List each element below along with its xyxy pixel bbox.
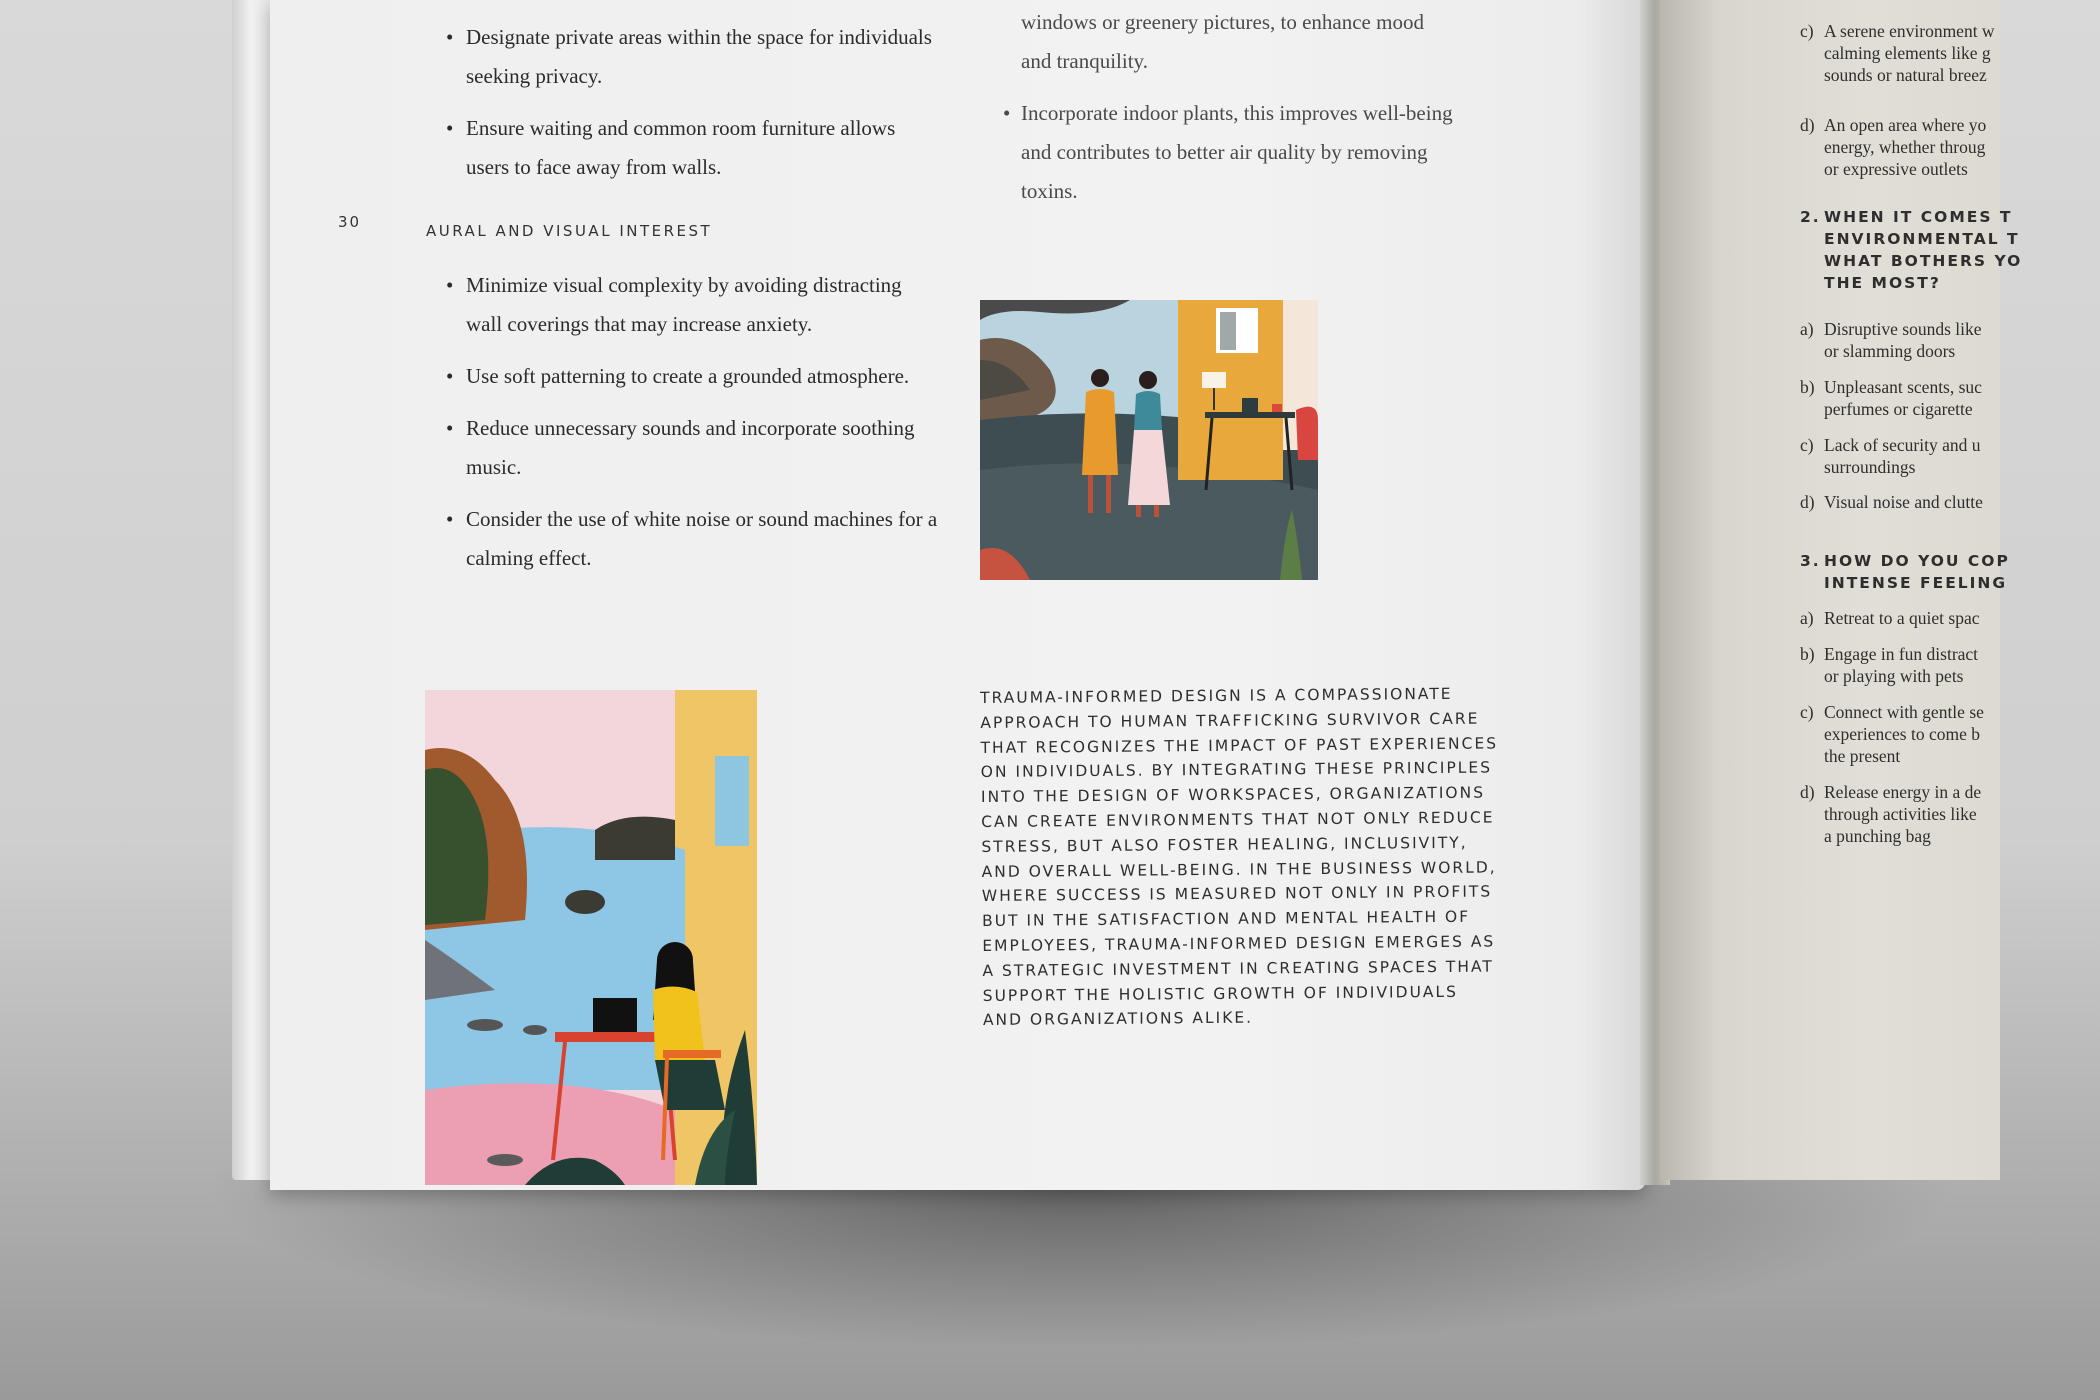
illustration-women-window: [980, 300, 1318, 580]
bullet-item: • Ensure waiting and common room furniture allows users to face away from walls.: [428, 109, 938, 187]
page-number: 30: [338, 213, 362, 231]
body-paragraph: TRAUMA-INFORMED DESIGN IS A COMPASSIONATE APPROACH TO HUMAN TRAFFICKING SURVIVOR CARE THAT RECOGNIZES THE IMPACT OF PAST EXPERIENCES ON INDIVIDUALS. BY INTEGRATING THESE PRINCIPLES INTO THE DESIGN OF WORKSPACES, ORGANIZATIONS CAN CREATE ENVIRONMENTS THAT NOT ONLY REDUCE STRESS, BUT ALSO FOSTER HEALING, INCLUSIVITY, AND OVERALL WELL-BEING. IN THE BUSINESS WORLD, WHERE SUCCESS IS MEASURED NOT ONLY IN PROFITS BUT IN THE SATISFACTION AND MENTAL HEALTH OF EMPLOYEES, TRAUMA-INFORMED DESIGN EMERGES AS A STRATEGIC INVESTMENT IN CREATING SPACES THAT SUPPORT THE HOLISTIC GROWTH OF INDIVIDUALS AND ORGANIZATIONS ALIKE.: [980, 684, 1499, 1030]
bullet-item: • Consider the use of white noise or sound machines for a calming effect.: [428, 500, 938, 578]
illustration-woman-at-desk: [425, 690, 757, 1185]
bullet-list-privacy: [428, 18, 938, 200]
bullet-list-aural-visual: [428, 266, 938, 591]
bullet-item-continued: windows or greenery pictures, to enhance mood and tranquility.: [1021, 10, 1424, 73]
bullet-item: • Incorporate indoor plants, this improves well-being and contributes to better air quality by removing toxins.: [985, 94, 1455, 211]
bullet-item: • Designate private areas within the space for individuals seeking privacy.: [428, 18, 938, 96]
section-heading: AURAL AND VISUAL INTEREST: [426, 222, 713, 240]
bullet-item: • Use soft patterning to create a grounded atmosphere.: [428, 357, 938, 396]
bullet-list-greenery: [985, 3, 1455, 224]
bullet-item: • Minimize visual complexity by avoiding distracting wall coverings that may increase anxiety.: [428, 266, 938, 344]
bullet-item: • Reduce unnecessary sounds and incorporate soothing music.: [428, 409, 938, 487]
